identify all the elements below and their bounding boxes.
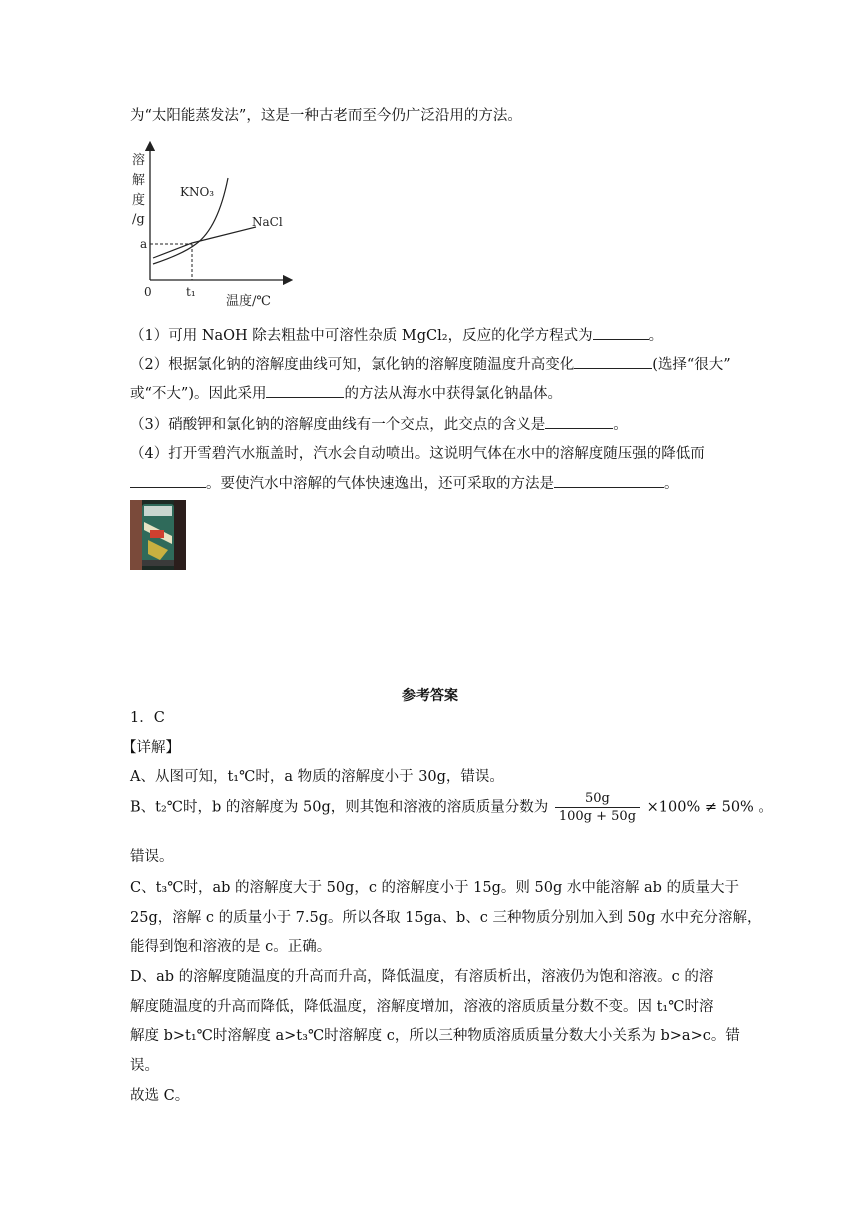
solubility-graph bbox=[128, 140, 298, 310]
explanation-d-4: 误。 bbox=[130, 1058, 159, 1074]
y-label-3: 度 bbox=[132, 193, 146, 208]
fraction-denominator: 100g + 50g bbox=[558, 809, 637, 824]
question-2-text-a: （2）根据氯化钠的溶解度曲线可知，氯化钠的溶解度随温度升高变化 bbox=[130, 357, 575, 373]
answer-blank-4b[interactable] bbox=[554, 473, 664, 489]
answer-blank-2a[interactable] bbox=[574, 354, 652, 370]
explanation-b bbox=[130, 792, 773, 823]
intro-text: 为“太阳能蒸发法”，这是一种古老而至今仍广泛沿用的方法。 bbox=[130, 108, 522, 124]
question-3-end: 。 bbox=[613, 417, 628, 433]
explanation-c-2: 25g，溶解 c 的质量小于 7.5g。所以各取 15ga、b、c 三种物质分别加入到 50g 水中充分溶解， bbox=[130, 910, 762, 926]
question-2-text-c: 或“不大”)。因此采用 bbox=[130, 386, 267, 402]
question-2-line-1 bbox=[130, 353, 731, 374]
final-answer: 故选 C。 bbox=[130, 1088, 190, 1104]
answer-item: 1．C bbox=[130, 710, 165, 726]
answer-blank-1[interactable] bbox=[593, 325, 649, 341]
fraction-numerator: 50g bbox=[555, 792, 640, 808]
series-label-kno3: KNO₃ bbox=[180, 185, 215, 199]
question-4-end: 。 bbox=[664, 476, 679, 492]
mass-fraction-formula bbox=[555, 792, 640, 823]
answer-blank-3[interactable] bbox=[545, 414, 613, 430]
question-4-line-1: （4）打开雪碧汽水瓶盖时，汽水会自动喷出。这说明气体在水中的溶解度随压强的降低而 bbox=[130, 446, 705, 462]
explanation-b-conclusion: 错误。 bbox=[130, 849, 174, 865]
nacl-curve bbox=[153, 227, 256, 258]
explanation-b-text: B、t₂℃时，b 的溶解度为 50g，则其饱和溶液的溶质质量分数为 bbox=[130, 799, 549, 816]
explanation-b-tail: ×100% ≠ 50% 。 bbox=[646, 799, 773, 816]
explanation-d-1: D、ab 的溶解度随温度的升高而升高，降低温度，有溶质析出，溶液仍为饱和溶液。c 的溶 bbox=[130, 969, 714, 985]
detail-label: 【详解】 bbox=[122, 740, 180, 756]
question-1-end: 。 bbox=[648, 328, 664, 344]
explanation-d-3: 解度 b>t₁℃时溶解度 a>t₃℃时溶解度 c，所以三种物质溶质质量分数大小关系为 b>a>c。错 bbox=[130, 1028, 740, 1044]
answer-blank-2b[interactable] bbox=[266, 383, 344, 399]
question-3 bbox=[130, 413, 628, 434]
answer-blank-4a[interactable] bbox=[130, 473, 206, 489]
question-2-text-b: (选择“很大” bbox=[652, 357, 731, 373]
question-2-text-d: 的方法从海水中获得氯化钠晶体。 bbox=[344, 386, 562, 402]
t1-label: t₁ bbox=[186, 285, 196, 299]
question-3-text: （3）硝酸钾和氯化钠的溶解度曲线有一个交点，此交点的含义是 bbox=[130, 417, 546, 433]
x-axis-label: 温度/℃ bbox=[226, 294, 271, 309]
explanation-a: A、从图可知，t₁℃时，a 物质的溶解度小于 30g，错误。 bbox=[130, 769, 504, 785]
a-label: a bbox=[140, 237, 148, 251]
y-label-unit: /g bbox=[132, 212, 145, 227]
y-label-2: 解 bbox=[132, 173, 146, 188]
answers-heading: 参考答案 bbox=[402, 688, 458, 704]
question-4-text: 。要使汽水中溶解的气体快速逸出，还可采取的方法是 bbox=[206, 476, 554, 492]
series-label-nacl: NaCl bbox=[252, 215, 283, 229]
soda-can-photo bbox=[130, 500, 186, 570]
y-label-1: 溶 bbox=[132, 153, 146, 168]
explanation-c-1: C、t₃℃时，ab 的溶解度大于 50g，c 的溶解度小于 15g。则 50g 水中能溶解 ab 的质量大于 bbox=[130, 880, 739, 896]
origin-label: 0 bbox=[144, 285, 152, 299]
question-1-text: （1）可用 NaOH 除去粗盐中可溶性杂质 MgCl₂，反应的化学方程式为 bbox=[130, 328, 593, 344]
question-4-line-2 bbox=[130, 472, 679, 493]
explanation-c-3: 能得到饱和溶液的是 c。正确。 bbox=[130, 939, 332, 955]
question-2-line-2 bbox=[130, 382, 562, 403]
explanation-d-2: 解度随温度的升高而降低，降低温度，溶解度增加，溶液的溶质质量分数不变。因 t₁℃时溶 bbox=[130, 999, 714, 1015]
question-1 bbox=[130, 324, 663, 345]
